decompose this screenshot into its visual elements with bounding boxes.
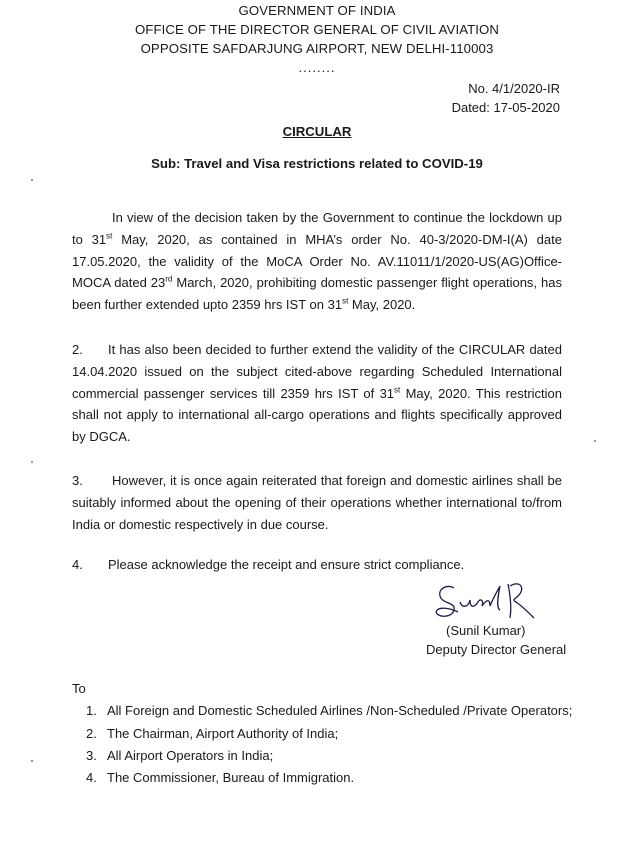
- signatory-name: (Sunil Kumar): [446, 623, 526, 638]
- recipient-item: 4. The Commissioner, Bureau of Immigration.: [86, 770, 355, 785]
- paragraph-1: In view of the decision taken by the Government to continue the lockdown up to 31st May, 2020, as contained in MHA’s order No. 40-3/2020-DM-I(A) date 17.05.2020, the validity of the MoCA Order No. AV.11011/1/2020-US(AG)Office-MOCA dated 23rd March, 2020, prohibiting domestic passenger flight operations, has been further extended upto 2359 hrs IST on 31st May, 2020.: [72, 210, 562, 313]
- header-government: GOVERNMENT OF INDIA: [238, 3, 396, 18]
- document-title: CIRCULAR: [282, 124, 352, 139]
- subject-line: Sub: Travel and Visa restrictions related to COVID-19: [151, 156, 483, 171]
- scan-speck: [31, 179, 33, 181]
- recipient-item: 1. All Foreign and Domestic Scheduled Airlines /Non-Scheduled /Private Operators;: [86, 703, 573, 718]
- signatory-designation: Deputy Director General: [426, 642, 567, 657]
- header-office: OFFICE OF THE DIRECTOR GENERAL OF CIVIL AVIATION: [134, 22, 500, 37]
- paragraph-4: 4. Please acknowledge the receipt and ensure strict compliance.: [72, 557, 465, 572]
- recipient-item: 3. All Airport Operators in India;: [86, 748, 274, 763]
- scan-speck: [31, 461, 33, 463]
- paragraph-2: 2. It has also been decided to further extend the validity of the CIRCULAR dated 14.04.2020 issued on the subject cited-above regarding Scheduled International commercial passenger services till 2359 hrs IST of 31st May, 2020. This restriction shall not apply to international all-cargo operations and flights specifically approved by DGCA.: [72, 342, 562, 445]
- reference-date: Dated: 17-05-2020: [451, 100, 560, 115]
- recipient-item: 2. The Chairman, Airport Authority of India;: [86, 726, 339, 741]
- scan-speck: [31, 760, 33, 762]
- reference-number: No. 4/1/2020-IR: [468, 81, 560, 96]
- paragraph-3: 3. However, it is once again reiterated that foreign and domestic airlines shall be suitably informed about the opening of their operations whether international to/from India or domestic respectively in due course.: [72, 473, 562, 532]
- header-address: OPPOSITE SAFDARJUNG AIRPORT, NEW DELHI-110003: [140, 41, 494, 56]
- to-label: To: [72, 681, 86, 696]
- signature-mark: [424, 578, 554, 624]
- header-dots: ........: [298, 60, 336, 75]
- scan-speck: [594, 440, 596, 442]
